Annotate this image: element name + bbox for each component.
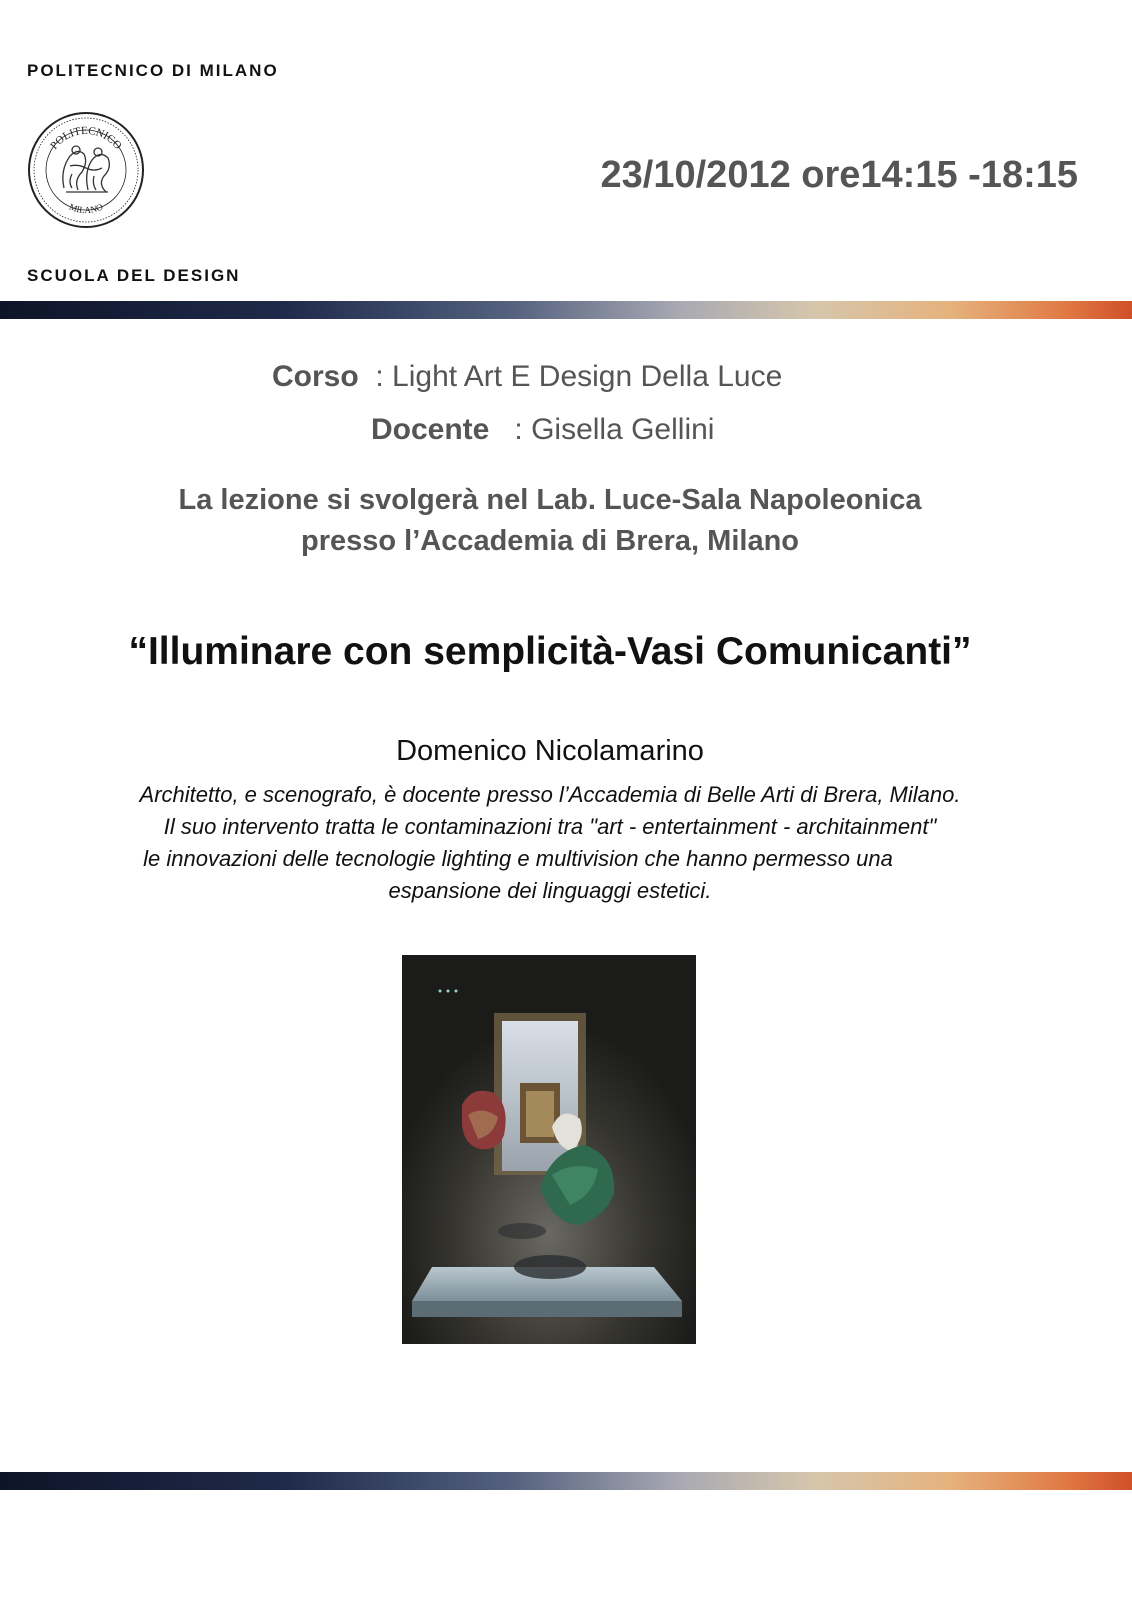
speaker-bio-line-1: Architetto, e scenografo, è docente presso l’Accademia di Belle Arti di Brera, Milano. — [139, 782, 961, 807]
course-row — [272, 360, 782, 394]
course-value: Light Art E Design Della Luce — [392, 360, 783, 393]
teacher-value: Gisella Gellini — [531, 413, 715, 446]
teacher-label: Docente — [371, 413, 490, 446]
lecture-title: “Illuminare con semplicità-Vasi Comunicanti” — [128, 630, 972, 673]
event-datetime: 23/10/2012 ore14:15 -18:15 — [600, 154, 1078, 196]
institution-name: POLITECNICO DI MILANO — [27, 61, 279, 80]
exhibition-photo — [402, 955, 696, 1344]
speaker-bio-line-2: Il suo intervento tratta le contaminazioni tra "art - entertainment - architainment" — [163, 814, 937, 839]
school-name: SCUOLA DEL DESIGN — [27, 266, 241, 285]
gradient-divider-top — [0, 301, 1132, 319]
speaker-bio-line-4: espansione dei linguaggi estetici. — [388, 878, 712, 903]
seal-text-top: POLITECNICO — [48, 124, 124, 152]
svg-text:POLITECNICO — [48, 125, 124, 152]
gradient-divider-bottom — [0, 1472, 1132, 1490]
venue-line-2: presso l’Accademia di Brera, Milano — [300, 525, 799, 557]
course-label: Corso — [272, 360, 359, 393]
speaker-name: Domenico Nicolamarino — [396, 735, 704, 767]
svg-text:MILANO — [68, 201, 105, 215]
teacher-row — [371, 413, 714, 447]
university-seal-logo — [26, 110, 146, 230]
teacher-separator: : — [514, 413, 523, 446]
venue-line-1: La lezione si svolgerà nel Lab. Luce-Sala Napoleonica — [178, 484, 922, 516]
speaker-bio-line-3: le innovazioni delle tecnologie lighting e multivision che hanno permesso una — [143, 846, 893, 871]
seal-text-bottom: MILANO — [67, 201, 105, 216]
course-separator: : — [375, 360, 384, 393]
